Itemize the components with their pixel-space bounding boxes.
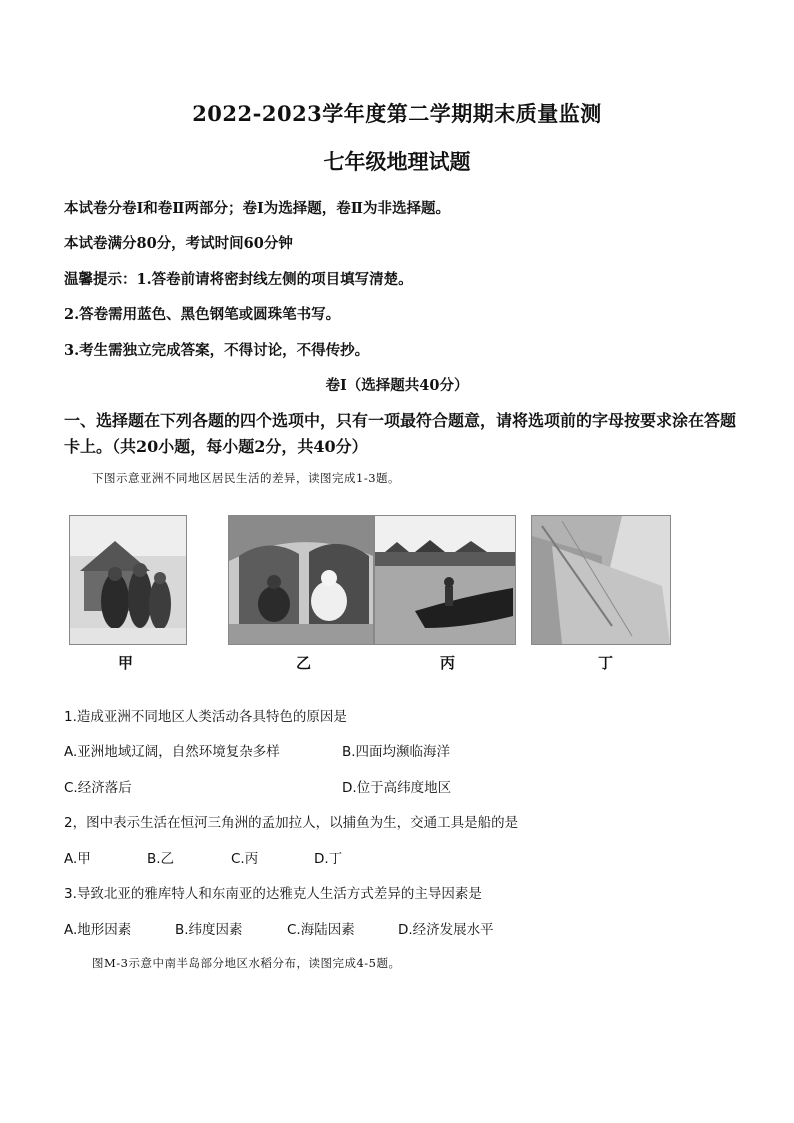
caption-jia: 甲 [118, 654, 134, 672]
section-instruction: 一、选择题在下列各题的四个选项中，只有一项最符合题意，请将选项前的字母按要求涂在答题卡上。（共20小题，每小题2分，共40分） [64, 411, 737, 456]
photo-ding [531, 515, 671, 645]
photo-jia [69, 515, 187, 645]
notice-line-1: 本试卷分卷Ⅰ和卷Ⅱ两部分；卷Ⅰ为选择题，卷Ⅱ为非选择题。 [64, 200, 451, 217]
question-2: 2，图中表示生活在恒河三角洲的孟加拉人，以捕鱼为生，交通工具是船的是 [64, 815, 519, 831]
q3-option-a: A.地形因素 [64, 922, 132, 938]
photo-yi [228, 515, 374, 645]
notice-line-3: 温馨提示：1.答卷前请将密封线左侧的项目填写清楚。 [64, 271, 413, 288]
notice-line-4: 2.答卷需用蓝色、黑色钢笔或圆珠笔书写。 [64, 306, 341, 323]
q2-option-c: C.丙 [231, 851, 259, 867]
q1-option-d: D.位于高纬度地区 [342, 780, 452, 796]
q3-option-d: D.经济发展水平 [398, 922, 494, 938]
q1-option-c: C.经济落后 [64, 780, 132, 796]
q1-option-a: A.亚洲地域辽阔，自然环境复杂多样 [64, 744, 280, 760]
question-1: 1.造成亚洲不同地区人类活动各具特色的原因是 [64, 709, 347, 725]
q2-option-d: D.丁 [314, 851, 343, 867]
q3-option-b: B.纬度因素 [175, 922, 243, 938]
notice-line-5: 3.考生需独立完成答案，不得讨论，不得传抄。 [64, 342, 370, 359]
figure2-intro: 图M-3示意中南半岛部分地区水稻分布，读图完成4-5题。 [92, 956, 401, 970]
question-3: 3.导致北亚的雅库特人和东南亚的达雅克人生活方式差异的主导因素是 [64, 886, 482, 902]
caption-ding: 丁 [598, 654, 614, 672]
caption-yi: 乙 [296, 654, 312, 672]
figure1-intro: 下图示意亚洲不同地区居民生活的差异，读图完成1-3题。 [92, 471, 401, 485]
notice-line-2: 本试卷满分80分，考试时间60分钟 [64, 235, 293, 252]
caption-bing: 丙 [440, 654, 456, 672]
photo-bing [374, 515, 516, 645]
q2-option-b: B.乙 [147, 851, 175, 867]
exam-subtitle: 七年级地理试题 [323, 149, 471, 174]
exam-title: 2022-2023学年度第二学期期末质量监测 [192, 101, 602, 126]
section-heading: 卷Ⅰ（选择题共40分） [325, 377, 469, 394]
q1-option-b: B.四面均濒临海洋 [342, 744, 451, 760]
q3-option-c: C.海陆因素 [287, 922, 355, 938]
q2-option-a: A.甲 [64, 851, 91, 867]
